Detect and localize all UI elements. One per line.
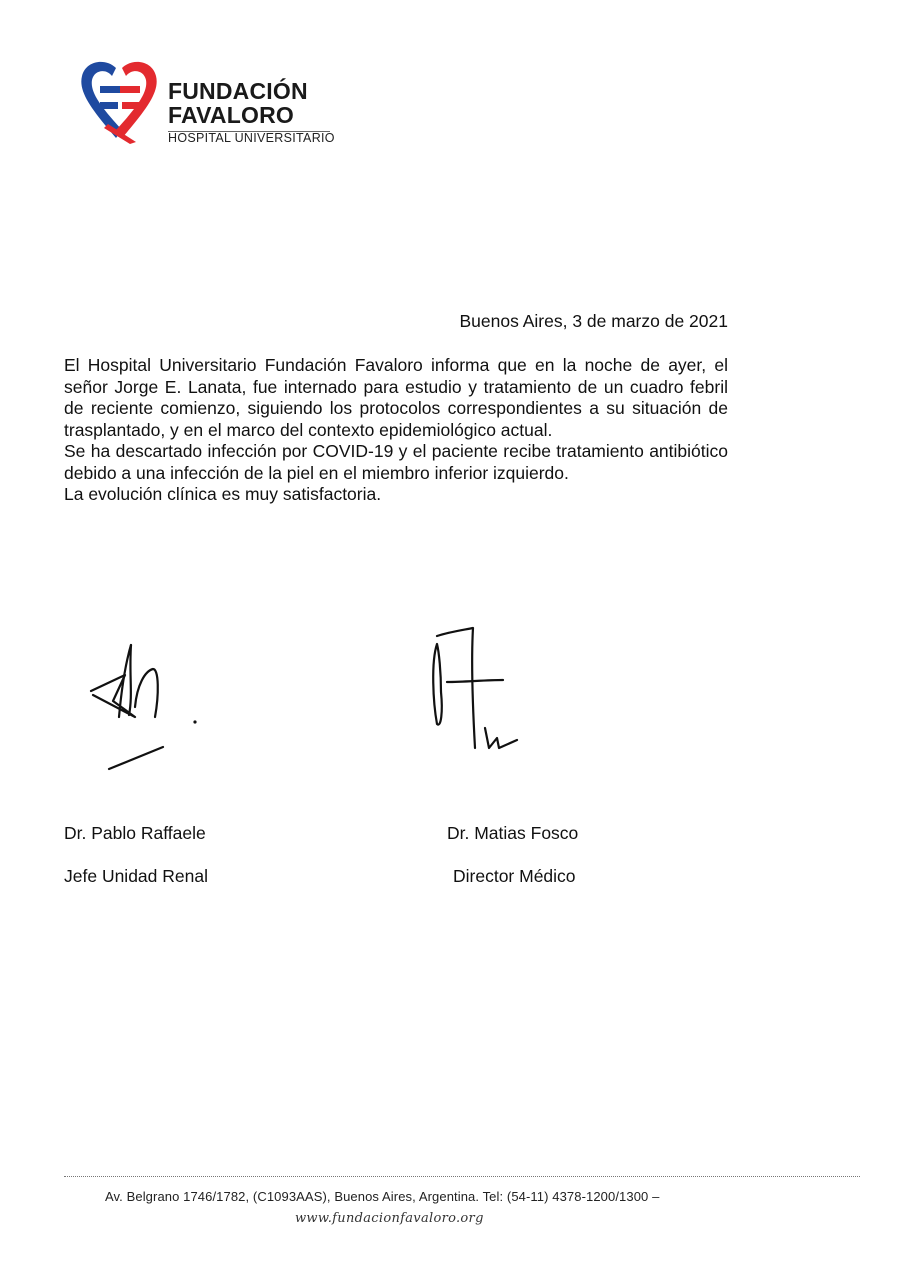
footer-website-link[interactable]: www.fundacionfavaloro.org [295,1211,484,1226]
signature-right-icon [425,622,525,762]
letter-body [64,355,728,506]
letter-paragraph: Se ha descartado infección por COVID-19 y el paciente recibe tratamiento antibiótico debido a una infección de la piel en el miembro inferior izquierdo. [64,441,728,483]
signer-left-role: Jefe Unidad Renal [64,866,208,886]
letter-date: Buenos Aires, 3 de marzo de 2021 [459,311,728,331]
letter-paragraph: El Hospital Universitario Fundación Favaloro informa que en la noche de ayer, el señor Jorge E. Lanata, fue internado para estudio y tratamiento de un cuadro febril de reciente comienzo, siguiendo los protocolos correspondientes a su situación de trasplantado, y en el marco del contexto epidemiológico actual. [64,355,728,440]
footer-address: Av. Belgrano 1746/1782, (C1093AAS), Buenos Aires, Argentina. Tel: (54-11) 4378-1200/1300 – [105,1189,660,1204]
logo-subtitle: HOSPITAL UNIVERSITARIO [168,131,335,145]
logo-title-line2: FAVALORO [168,102,294,128]
signer-right-name: Dr. Matias Fosco [447,823,579,843]
signer-right-role: Director Médico [453,866,576,886]
logo-title-line1: FUNDACIÓN [168,78,308,104]
heart-logo-icon [78,58,160,144]
footer-divider [64,1176,860,1177]
signature-left-icon [85,635,215,775]
letter-paragraph: La evolución clínica es muy satisfactoria. [64,484,382,504]
signer-left-name: Dr. Pablo Raffaele [64,823,206,843]
foundation-logo [78,58,348,148]
